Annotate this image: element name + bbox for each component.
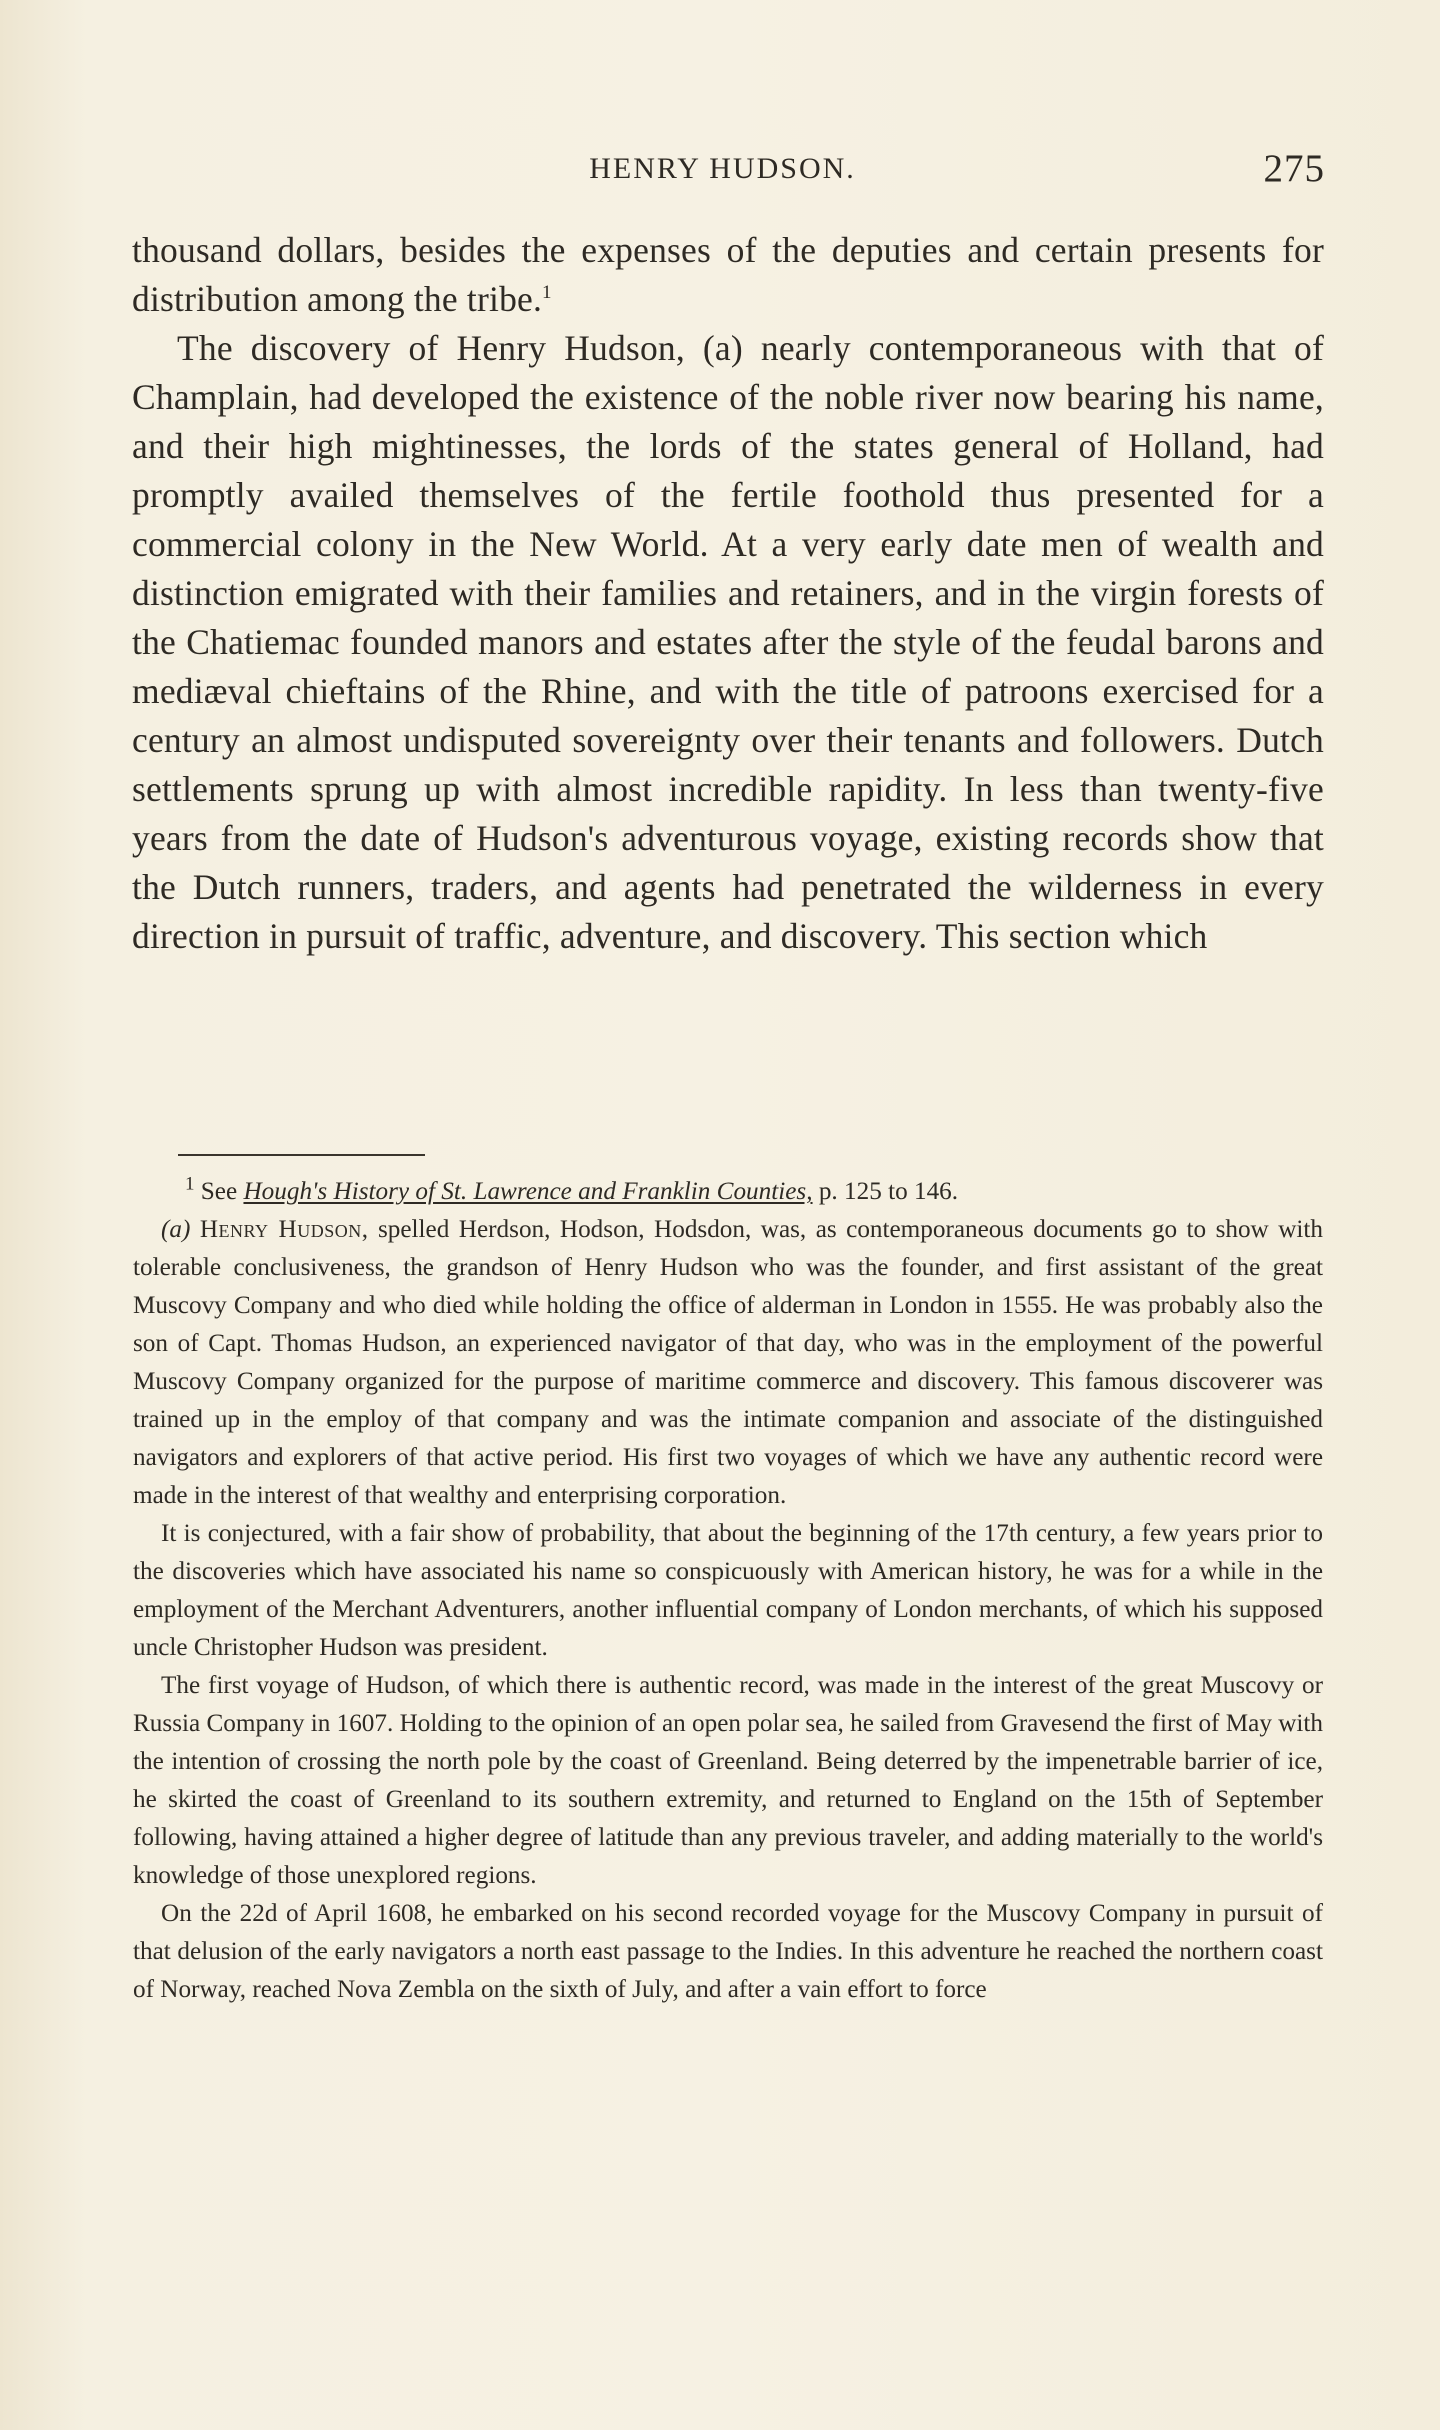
footnote-see: See [200,1178,238,1205]
page-number: 275 [1263,147,1325,190]
footnote-marker: 1 [542,282,552,304]
footnote-paragraph: It is conjectured, with a fair show of probability, that about the beginning of the 17th century, a few years prior to the discoveries which have associated his name so conspicuously with American history, he was for a while in the employment of the Merchant Adventurers, another influential company of London merchants, of which his supposed uncle Christopher Hudson was president. [133,1520,1323,1661]
footnote-paragraph: The first voyage of Hudson, of which there is authentic record, was made in the interest of the great Muscovy or Russia Company in 1607. Holding to the opinion of an open polar sea, he sailed from Gravesend the first of May with the intention of crossing the north pole by the coast of Greenland. Being deterred by the impenetrable barrier of ice, he skirted the coast of Greenland to its southern extremity, and returned to England on the 15th of September following, having attained a higher degree of latitude than any previous traveler, and adding materially to the world's knowledge of those unexplored regions. [133,1672,1323,1889]
body-paragraph [132,226,1324,324]
main-text [132,226,1324,961]
footnote-1 [133,1173,1323,1211]
footnote-pages: p. 125 to 146. [818,1178,959,1205]
footnote-citation-title: Hough's History of St. Lawrence and Franklin Counties, [243,1178,813,1205]
footnote-a [133,1211,1323,1515]
running-head [120,146,1325,192]
footnote-label: (a) [161,1216,191,1243]
footnote-divider [178,1154,425,1156]
body-paragraph: The discovery of Henry Hudson, (a) nearly contemporaneous with that of Champlain, had developed the existence of the noble river now bearing his name, and their high mightinesses, the lords of the states general of Holland, had promptly availed themselves of the fertile foothold thus presented for a commercial colony in the New World. At a very early date men of wealth and distinction emigrated with their families and retainers, and in the virgin forests of the Chatiemac founded manors and estates after the style of the feudal barons and mediæval chieftains of the Rhine, and with the title of patroons exercised for a century an almost undisputed sovereignty over their tenants and followers. Dutch settlements sprung up with almost incredible rapidity. In less than twenty-five years from the date of Hudson's adventurous voyage, existing records show that the Dutch runners, traders, and agents had penetrated the wilderness in every direction in pursuit of traffic, adventure, and discovery. This section which [132,328,1324,956]
footnote-text: spelled Herdson, Hodson, Hodsdon, was, as contemporaneous documents go to show with tolerable conclusiveness, the grandson of Henry Hudson who was the founder, and first assistant of the great Muscovy Company and who died while holding the office of alderman in London in 1555. He was probably also the son of Capt. Thomas Hudson, an experienced navigator of that day, who was in the employment of the powerful Muscovy Company organized for the purpose of maritime commerce and discovery. This famous discoverer was trained up in the employ of that company and was the intimate companion and associate of the distinguished navigators and explorers of that active period. His first two voyages of which we have any authentic record were made in the interest of that wealthy and enterprising corporation. [133,1216,1323,1509]
footnotes [133,1173,1323,2009]
body-paragraph-text: thousand dollars, besides the expenses of the deputies and certain presents for distribution among the tribe. [132,230,1324,319]
footnote-subject-name: Henry Hudson, [199,1216,369,1243]
footnote-paragraph: On the 22d of April 1608, he embarked on his second recorded voyage for the Muscovy Company in pursuit of that delusion of the early navigators a north east passage to the Indies. In this adventure he reached the northern coast of Norway, reached Nova Zembla on the sixth of July, and after a vain effort to force [133,1900,1323,2003]
running-title: HENRY HUDSON. [589,152,856,185]
footnote-marker: 1 [185,1173,195,1195]
